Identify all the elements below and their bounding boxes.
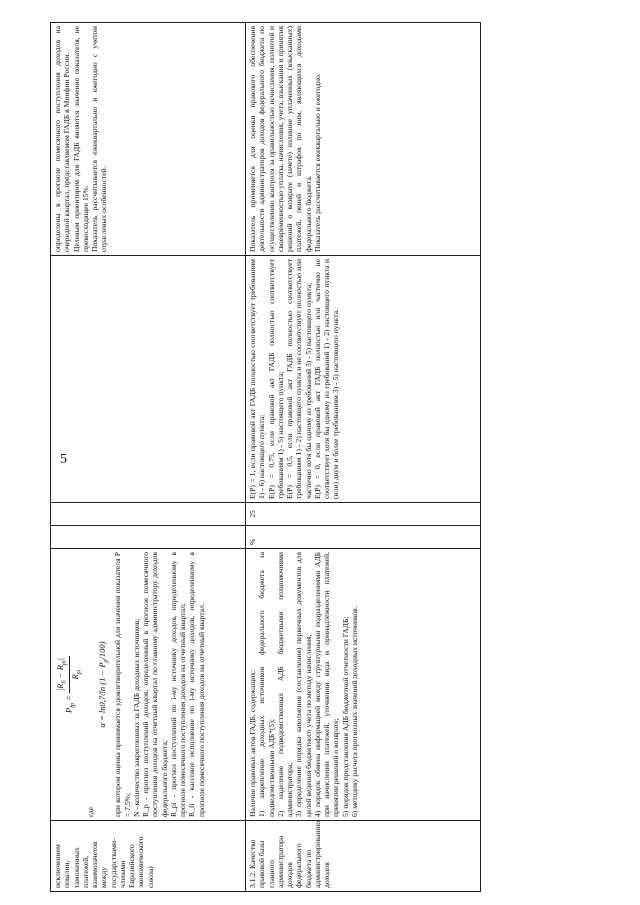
formula-alpha: α = ln0,7/ln $(1 - P_p/100)$ [97,641,110,728]
description-item: 3) определение порядка заполнения (составления) первичных документов для целей ведения бюджетного учета по методу начисления; [294,552,313,817]
note-paragraph: Показатель рассчитывается ежеквартально и ежегодно. [312,73,322,252]
definition-item: N - количество закрепленных за ГАДБ доходных источников; [131,618,141,817]
text-line: Евразийского [127,844,136,888]
text-line: союза) [145,866,155,888]
indicator-table [50,22,481,892]
row2-description [246,549,481,821]
description-item: 5) порядок представления АДБ бюджетной отчетности ГАДБ; [340,616,350,817]
where-label: где [86,807,95,817]
text-line: государствами- [108,838,118,888]
definition-item: R_pi - прогноз поступлений по i-му источнику доходов, определенному в прогнозе помесячного поступления доходов на отчетный квартал; [168,552,187,817]
description-item: 4) порядок обмена информацией между структурными подразделениями АДБ при начислении платежей, уточнении вида и принадлежности платежей, принятии решений о возврате; [312,552,341,817]
row1-weight [51,503,246,526]
evaluation-item: E(P) = 0, если правовой акт ГАДБ полностью или частично не соответствует хотя бы одному из требований 1) - 2) настоящего пункта и (или) двум и более требованиям 3) - 5) настоящего пункта. [312,259,341,499]
row2-notes [246,23,481,256]
definition-item: R_p - прогноз поступлений доходов, определенный в прогнозе помесячного поступления доходов на отчетный квартал по главному администратору доходов федерального бюджета; [141,552,169,817]
text-line: пошлин, [62,860,72,888]
row1-formula-cell [51,549,246,821]
text-line: таможенных [71,847,81,888]
description-item: 2) наделение подведомственных АДБ бюджетными полномочиями администратора; [275,552,294,817]
table-row [51,23,246,892]
note-paragraph: Целевым ориентиром для ГАДБ является значение показателя, не превосходящее 15%. [71,26,90,252]
row1-notes [51,23,246,256]
text-line: между [99,866,109,888]
row1-col1 [51,821,246,892]
rotated-table-container [50,22,470,892]
text-line: экономического [136,836,146,888]
description-item: 1) закрепление доходных источников федерального бюджета за подведомственными АДБ*(5); [257,552,276,817]
row2-weight: 25 [246,503,481,526]
row1-evaluation [51,256,246,503]
text-line: исключением [53,844,62,888]
evaluation-item: E(P) = 0,5, если правовой акт ГАДБ полностью соответствует требованиям 1) - 2) настоящего пункта и не соответствует полностью или частично хотя бы одному из требований 3) - 5) настоящего пункта; [285,259,313,499]
formula-fraction: $|R_{fi} - R_{pi}|$ $R_{pi}$ [55,658,83,692]
formula-p: $P_{fp}$ = $|R_{fi} - R_{pi}|$ $R_{pi}$ [55,658,83,713]
text-line: взаимозачетов [90,841,99,888]
note-paragraph: Показатель рассчитывается ежеквартально и ежегодно с учетом отраслевых особенностей. [90,26,109,252]
evaluation-item: E(P) = 0,75, если правовой акт ГАДБ полностью соответствует требованиям 1) - 5) настоящего пункта; [266,259,285,499]
page-number: 5 [60,452,67,467]
description-item: 6) методику расчета прогнозных значений доходных источников. [349,606,359,817]
note-paragraph: Показатель применяется для оценки правового обеспечения деятельности администраторов доходов федерального бюджета по осуществлению контроля за правильностью исчисления, полнотой и своевременностью уплаты, начисления, учета, взыскания и принятия решений о возврате (зачете) излишне уплаченных (взысканных) платежей, пеней и штрафов по ним, являющихся доходами федерального бюджета. [248,26,313,252]
row2-indicator-name: 3.1.2. Качество правовой базы главного администратора доходов федерального бюджета по администрированию доходов [246,821,481,892]
row2-unit: % [246,526,481,549]
definition-item: R_fi - кассовое исполнение по i-му источнику доходов, определенному в прогнозе помесячного поступления доходов на отчетный квартал. [187,552,206,817]
description-item: Наличие правовых актов ГАДБ, содержащих: [248,669,257,817]
evaluation-item: E(P) = 1, если правовой акт ГАДБ полностью соответствует требованиям 1) - 6) настоящего пункта; [248,259,267,499]
table-row [246,23,481,892]
text-line: платежей, [80,855,90,888]
row2-evaluation [246,256,481,503]
text-line: членами [117,860,127,888]
note-paragraph: определены в прогнозе помесячного поступления доходов на очередной квартал, представляемом ГАДБ в Минфин России. [53,26,72,252]
row1-unit [51,526,246,549]
definition-item: при котором оценка принимается удовлетворительной для значения показателя P = 7,5%; [113,552,132,817]
